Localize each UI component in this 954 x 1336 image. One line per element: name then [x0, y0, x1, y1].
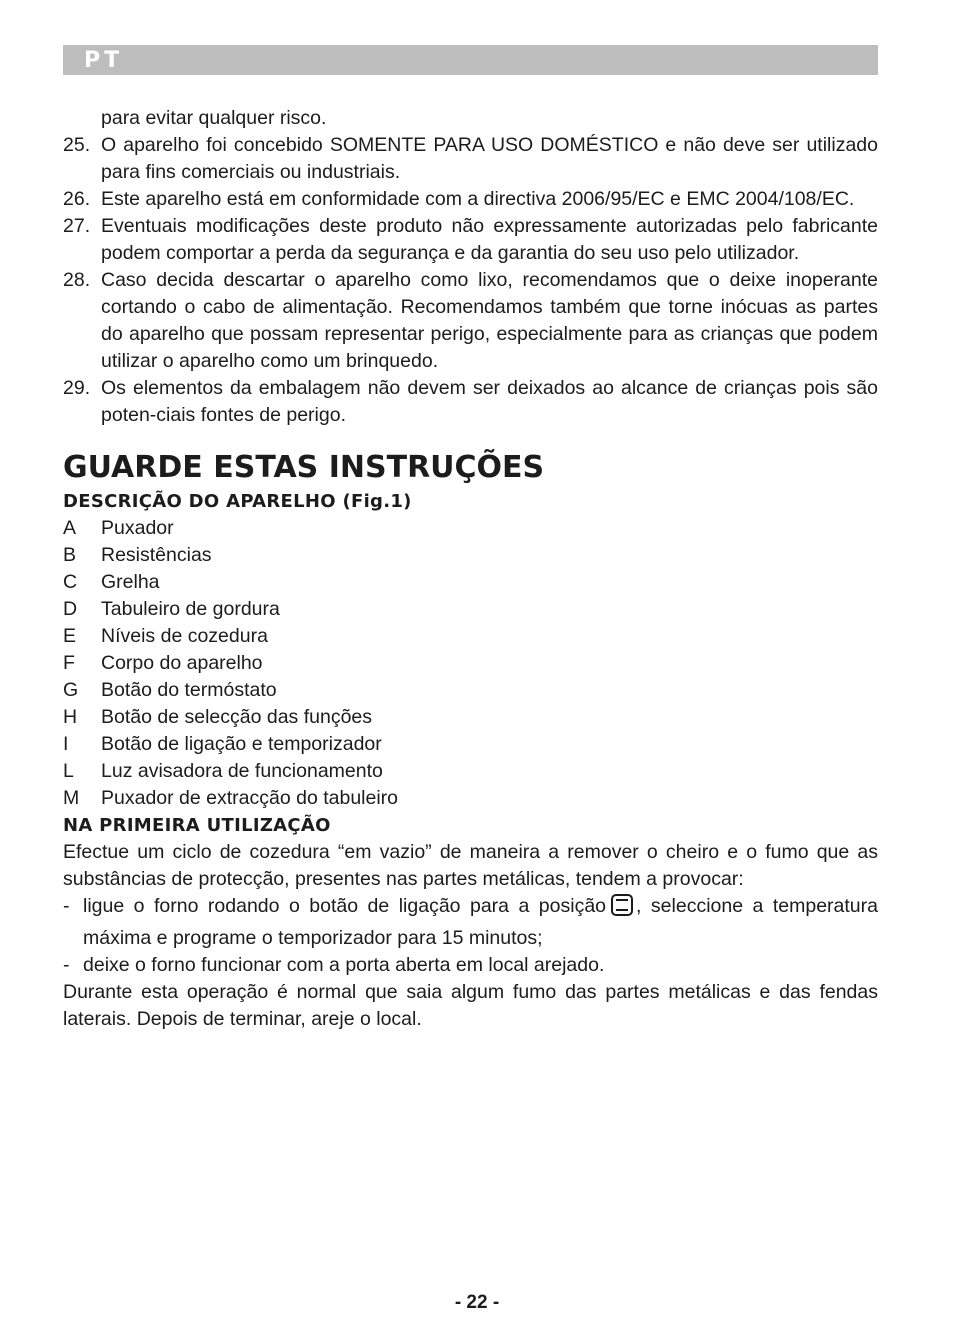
- list-item-28: [63, 267, 878, 375]
- item-text: Caso decida descartar o aparelho como lixo, recomendamos que o deixe inoperante cortando o cabo de alimentação. Recomendamos também que torne inócuas as partes do aparelho que possam representar perigo, especialmente para as crianças que podem utilizar o aparelho como um brinquedo.: [101, 269, 878, 372]
- first-use-bullet-2: [63, 952, 878, 979]
- list-item-25: [63, 132, 878, 186]
- page-content: [63, 105, 878, 1033]
- part-label: Botão do termóstato: [101, 679, 277, 701]
- part-item: [63, 515, 878, 542]
- part-letter: E: [63, 625, 77, 647]
- item-number: 27.: [63, 215, 91, 237]
- oven-icon: [610, 893, 634, 925]
- part-label: Botão de ligação e temporizador: [101, 733, 382, 755]
- list-item-29: [63, 375, 878, 429]
- part-letter: M: [63, 787, 80, 809]
- part-letter: D: [63, 598, 78, 620]
- item-number: 25.: [63, 134, 91, 156]
- bullet-text-after: , seleccione a temperatura máxima e programe o temporizador para 15 minutos;: [83, 895, 878, 949]
- item-number: 29.: [63, 377, 91, 399]
- bullet-text: [83, 893, 878, 952]
- part-label: Resistências: [101, 544, 212, 566]
- part-item: [63, 704, 878, 731]
- parts-list: [63, 515, 878, 812]
- list-item-27: [63, 213, 878, 267]
- part-item: [63, 596, 878, 623]
- item-text: Este aparelho está em conformidade com a directiva 2006/95/EC e EMC 2004/108/EC.: [101, 188, 855, 210]
- list-item-26: [63, 186, 878, 213]
- part-item: [63, 785, 878, 812]
- part-label: Grelha: [101, 571, 160, 593]
- first-use-closing: Durante esta operação é normal que saia algum fumo das partes metálicas e das fendas laterais. Depois de terminar, areje o local.: [63, 981, 878, 1030]
- part-label: Botão de selecção das funções: [101, 706, 373, 728]
- main-title: GUARDE ESTAS INSTRUÇÕES: [63, 450, 545, 485]
- part-item: [63, 677, 878, 704]
- part-label: Níveis de cozedura: [101, 625, 268, 647]
- bullet-dash: -: [63, 954, 70, 976]
- first-use-intro: Efectue um ciclo de cozedura “em vazio” de maneira a remover o cheiro e o fumo que as substâncias de protecção, presentes nas partes metálicas, tendem a provocar:: [63, 841, 878, 890]
- part-letter: G: [63, 679, 79, 701]
- description-title: DESCRIÇÃO DO APARELHO (Fig.1): [63, 491, 412, 512]
- part-label: Puxador de extracção do tabuleiro: [101, 787, 399, 809]
- part-letter: C: [63, 571, 78, 593]
- part-item: [63, 758, 878, 785]
- item-text: Eventuais modificações deste produto não expressamente autorizadas pelo fabricante podem comportar a perda da segurança e da garantia do seu uso pelo utilizador.: [101, 215, 878, 264]
- page-number: - 22 -: [454, 1292, 500, 1313]
- part-item: [63, 542, 878, 569]
- part-letter: F: [63, 652, 75, 674]
- part-item: [63, 731, 878, 758]
- part-letter: B: [63, 544, 77, 566]
- item-text: O aparelho foi concebido SOMENTE PARA USO DOMÉSTICO e não deve ser utilizado para fins comerciais ou industriais.: [101, 134, 878, 183]
- bullet-text-before: ligue o forno rodando o botão de ligação para a posição: [83, 895, 607, 917]
- part-label: Luz avisadora de funcionamento: [101, 760, 383, 782]
- item-text: Os elementos da embalagem não devem ser deixados ao alcance de crianças pois são poten-ciais fontes de perigo.: [101, 377, 878, 426]
- part-item: [63, 650, 878, 677]
- language-header-bar: [63, 45, 878, 75]
- continued-text: para evitar qualquer risco.: [101, 107, 327, 129]
- part-letter: L: [63, 760, 74, 782]
- first-use-title: NA PRIMEIRA UTILIZAÇÃO: [63, 815, 331, 836]
- part-letter: I: [63, 733, 69, 755]
- bullet-dash: -: [63, 895, 70, 917]
- part-label: Tabuleiro de gordura: [101, 598, 280, 620]
- part-label: Puxador: [101, 517, 174, 539]
- first-use-bullet-1: [63, 893, 878, 952]
- language-code: PT: [84, 48, 124, 73]
- part-letter: H: [63, 706, 78, 728]
- item-number: 28.: [63, 269, 91, 291]
- bullet-text: deixe o forno funcionar com a porta aberta em local arejado.: [83, 954, 605, 976]
- part-letter: A: [63, 517, 77, 539]
- item-number: 26.: [63, 188, 91, 210]
- part-label: Corpo do aparelho: [101, 652, 263, 674]
- part-item: [63, 623, 878, 650]
- part-item: [63, 569, 878, 596]
